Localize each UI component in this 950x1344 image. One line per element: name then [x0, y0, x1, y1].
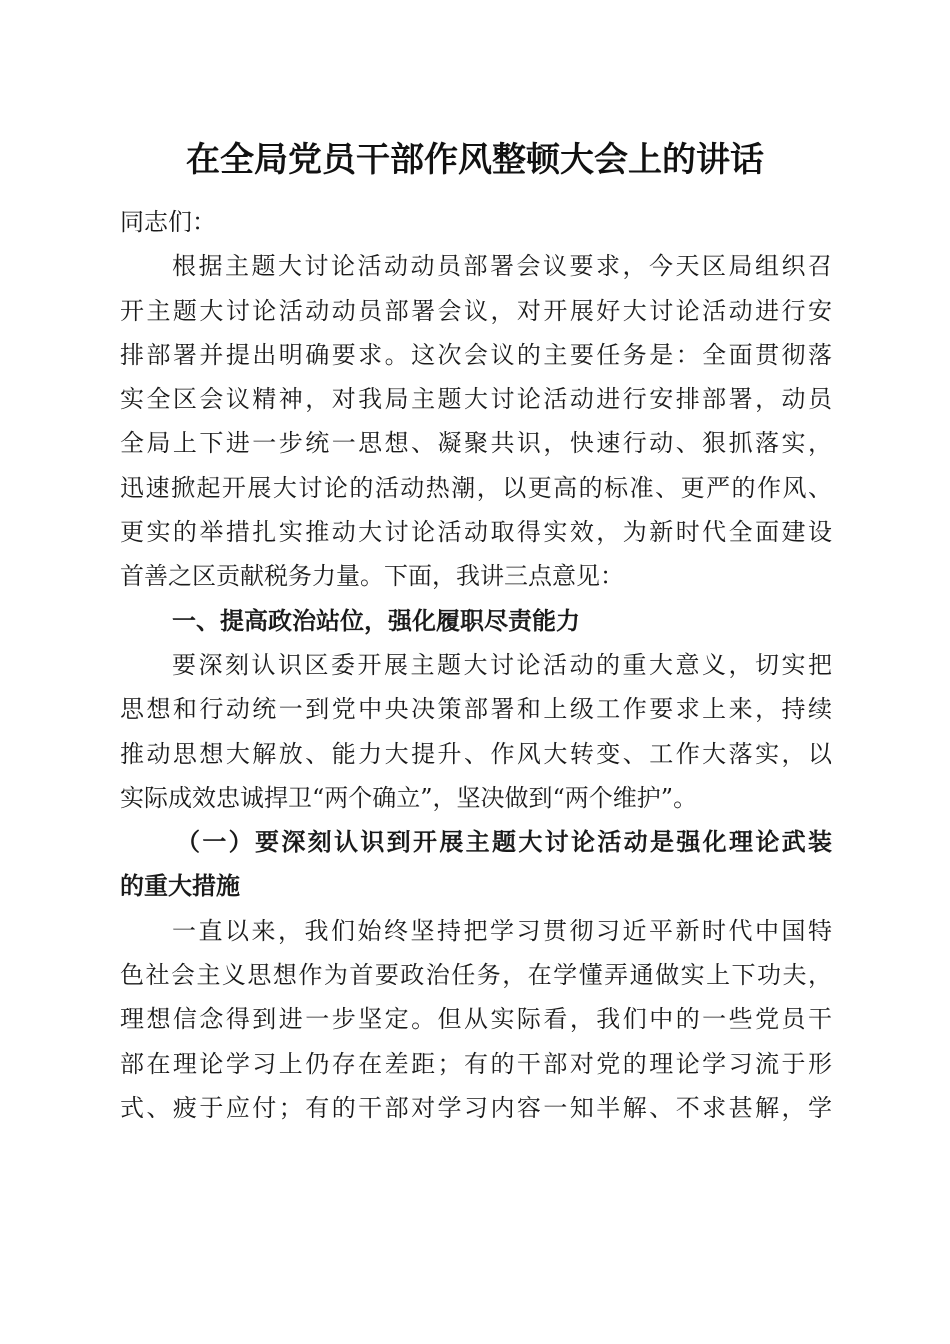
- document-body: [120, 200, 832, 1130]
- document-title: 在全局党员干部作风整顿大会上的讲话: [186, 140, 764, 180]
- paragraph-3: [120, 909, 832, 1130]
- paragraph-1: [120, 244, 832, 598]
- greeting: 同志们：: [120, 208, 216, 236]
- paragraph-line: 排部署并提出明确要求。这次会议的主要任务是：全面贯彻落: [120, 340, 832, 369]
- paragraph-line: 部在理论学习上仍存在差距；有的干部对党的理论学习流于形: [120, 1049, 832, 1078]
- paragraph-2: [120, 643, 832, 820]
- paragraph-line: 式、疲于应付；有的干部对学习内容一知半解、不求甚解，学: [120, 1093, 832, 1122]
- paragraph-line: 根据主题大讨论活动动员部署会议要求，今天区局组织召: [172, 252, 832, 281]
- paragraph-line: 迅速掀起开展大讨论的活动热潮，以更高的标准、更严的作风、: [120, 473, 832, 502]
- paragraph-line: 理想信念得到进一步坚定。但从实际看，我们中的一些党员干: [120, 1005, 832, 1034]
- subsection-heading-1: [120, 820, 832, 909]
- subheading-line: 的重大措施: [120, 871, 240, 901]
- paragraph-line: 色社会主义思想作为首要政治任务，在学懂弄通做实上下功夫，: [120, 961, 832, 990]
- paragraph-line: 全局上下进一步统一思想、凝聚共识，快速行动、狠抓落实，: [120, 429, 832, 458]
- paragraph-line: 开主题大讨论活动动员部署会议，对开展好大讨论活动进行安: [120, 296, 832, 325]
- paragraph-line: 推动思想大解放、能力大提升、作风大转变、工作大落实，以: [120, 739, 832, 768]
- paragraph-line: 实全区会议精神，对我局主题大讨论活动进行安排部署，动员: [120, 385, 832, 414]
- paragraph-line: 实际成效忠诚捍卫“两个确立”，坚决做到“两个维护”。: [120, 783, 698, 812]
- section-heading-1: 一、提高政治站位，强化履职尽责能力: [172, 606, 580, 635]
- paragraph-line: 要深刻认识区委开展主题大讨论活动的重大意义，切实把: [172, 650, 832, 679]
- paragraph-line: 更实的举措扎实推动大讨论活动取得实效，为新时代全面建设: [120, 518, 832, 547]
- subheading-line: （一）要深刻认识到开展主题大讨论活动是强化理论武装: [176, 827, 832, 857]
- paragraph-line: 一直以来，我们始终坚持把学习贯彻习近平新时代中国特: [172, 916, 832, 945]
- paragraph-line: 思想和行动统一到党中央决策部署和上级工作要求上来，持续: [120, 695, 832, 724]
- paragraph-line: 首善之区贡献税务力量。下面，我讲三点意见：: [120, 562, 624, 591]
